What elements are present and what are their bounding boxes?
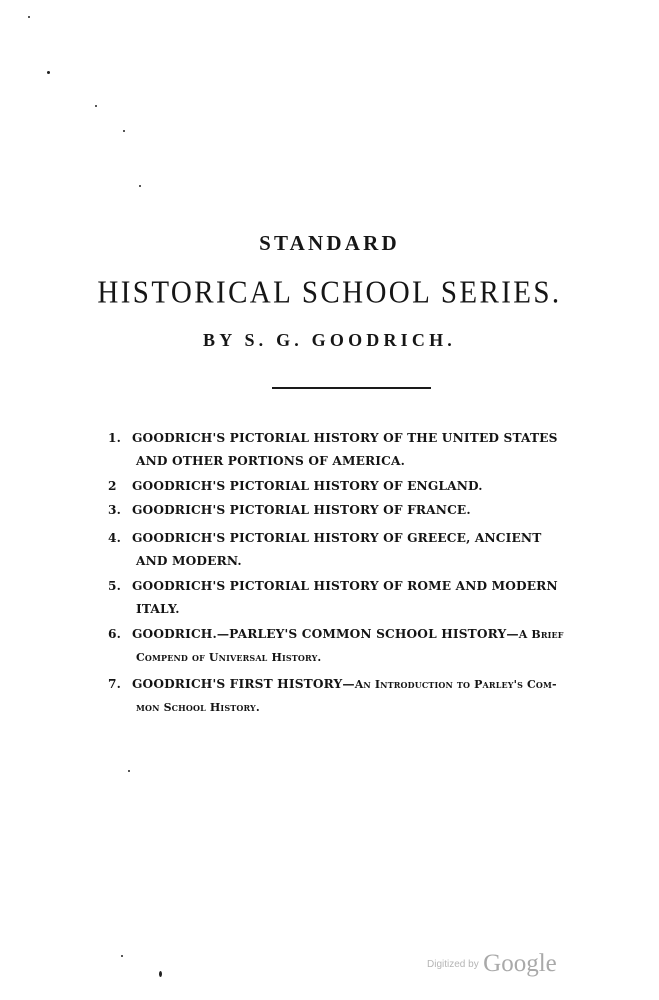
item-title: GOODRICH'S PICTORIAL HISTORY OF THE UNITED STATES xyxy=(132,431,558,445)
item-number: 5. xyxy=(108,579,122,593)
scan-speck xyxy=(28,16,30,18)
scan-speck xyxy=(121,955,123,957)
scan-speck xyxy=(159,971,162,977)
item-number: 1. xyxy=(108,431,122,445)
item-title-continuation: AND OTHER PORTIONS OF AMERICA. xyxy=(136,454,406,468)
item-number: 2 xyxy=(108,479,117,493)
scan-speck xyxy=(123,130,125,132)
item-number: 3. xyxy=(108,503,122,517)
scan-speck xyxy=(139,185,141,187)
item-title: GOODRICH'S PICTORIAL HISTORY OF ENGLAND. xyxy=(132,479,483,493)
item-title: GOODRICH'S PICTORIAL HISTORY OF GREECE, ANCIENT xyxy=(132,531,542,545)
list-item xyxy=(108,623,588,669)
item-subtitle-continuation: Compend of Universal History. xyxy=(136,651,322,664)
google-logo: Google xyxy=(483,950,557,977)
item-title: GOODRICH'S PICTORIAL HISTORY OF FRANCE. xyxy=(132,503,471,517)
author-byline: BY S. G. GOODRICH. xyxy=(203,330,456,350)
list-item xyxy=(108,527,588,573)
scan-speck xyxy=(128,770,130,772)
item-number: 4. xyxy=(108,531,122,545)
series-title: HISTORICAL SCHOOL SERIES. xyxy=(97,275,562,311)
item-subtitle: An Introduction to Parley's Com- xyxy=(354,678,557,691)
item-number: 6. xyxy=(108,627,122,641)
item-subtitle-continuation: mon School History. xyxy=(136,701,260,714)
item-subtitle: A Brief xyxy=(518,628,564,641)
item-title: GOODRICH'S FIRST HISTORY— xyxy=(132,677,355,691)
scan-speck xyxy=(95,105,97,107)
item-number: 7. xyxy=(108,677,122,691)
list-item xyxy=(108,475,588,498)
item-title-continuation: ITALY. xyxy=(136,602,180,616)
list-item xyxy=(108,673,588,719)
list-item xyxy=(108,499,588,522)
digitized-watermark xyxy=(427,950,557,978)
scan-speck xyxy=(47,71,50,74)
divider-rule xyxy=(272,387,431,389)
list-item xyxy=(108,427,588,473)
item-title: GOODRICH.—PARLEY'S COMMON SCHOOL HISTORY— xyxy=(132,627,519,641)
item-title: GOODRICH'S PICTORIAL HISTORY OF ROME AND MODERN xyxy=(132,579,558,593)
item-title-continuation: AND MODERN. xyxy=(136,554,242,568)
series-heading: STANDARD xyxy=(259,231,400,255)
watermark-prefix: Digitized by xyxy=(427,959,479,970)
list-item xyxy=(108,575,588,621)
